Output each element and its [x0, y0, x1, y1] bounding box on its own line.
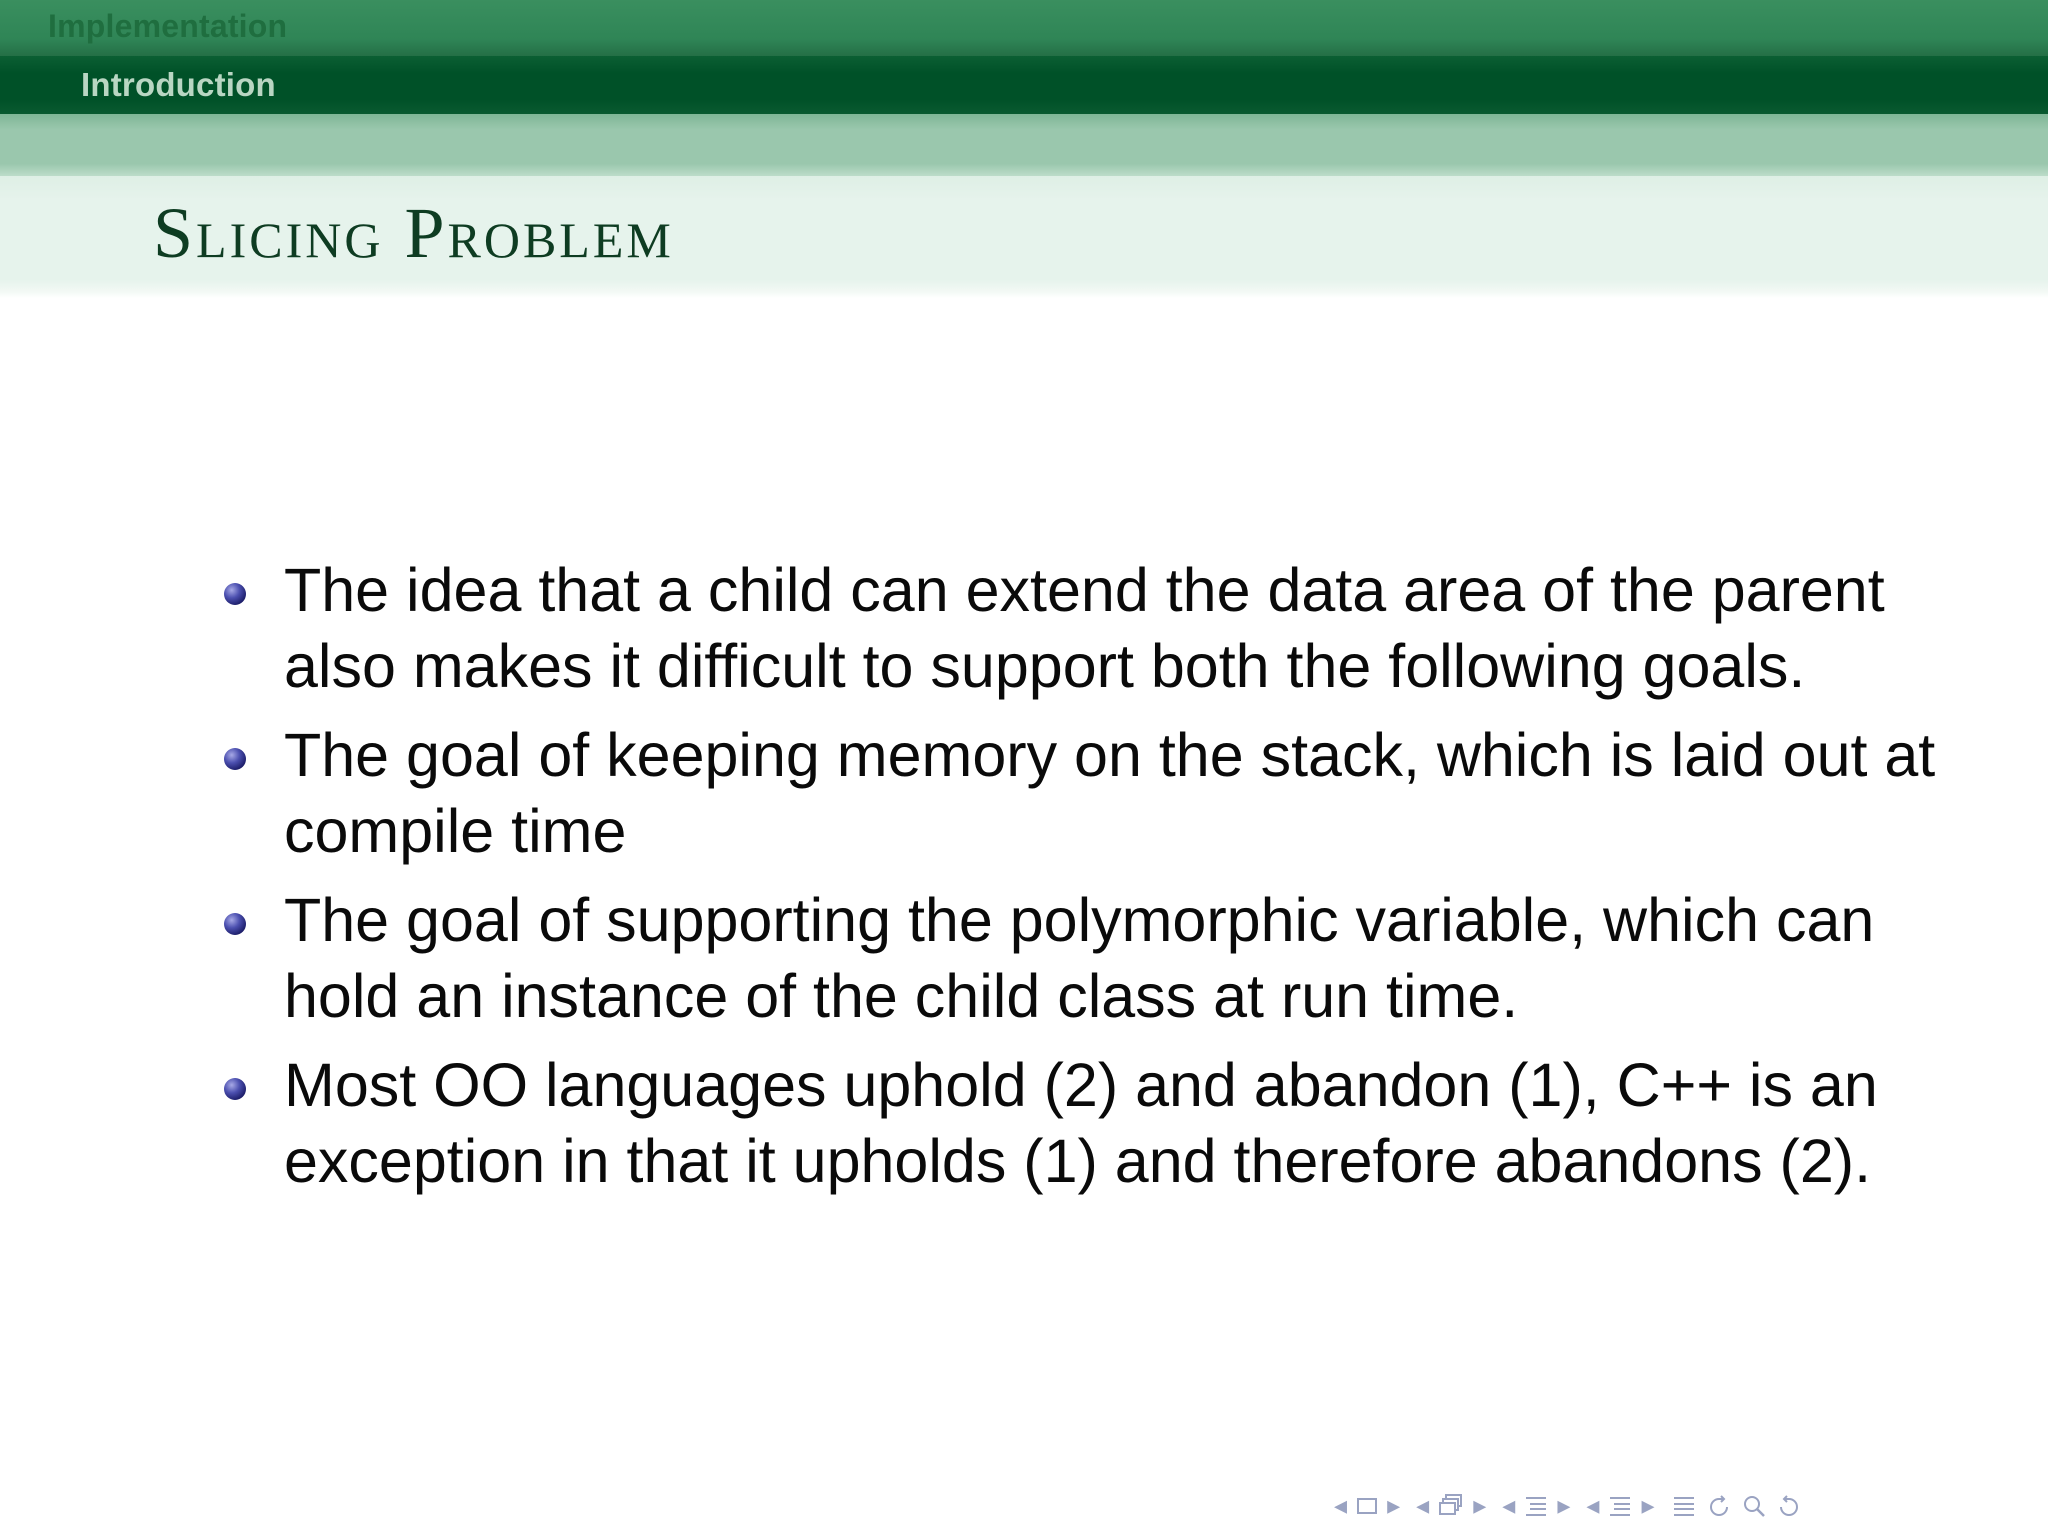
- arrow-left-icon[interactable]: ◂: [1586, 1491, 1600, 1521]
- back-icon[interactable]: [1705, 1493, 1733, 1519]
- section-icon[interactable]: [1607, 1493, 1633, 1519]
- bullet-item: [220, 882, 1980, 1034]
- header-divider-band: [0, 114, 2048, 176]
- bullet-text: The goal of keeping memory on the stack, which is laid out at compile time: [284, 721, 1936, 865]
- bullet-ball-icon: [224, 913, 246, 935]
- arrow-left-icon[interactable]: ◂: [1502, 1491, 1516, 1521]
- bullet-text: The goal of supporting the polymorphic variable, which can hold an instance of the child class at run time.: [284, 886, 1875, 1030]
- bullet-text: Most OO languages uphold (2) and abandon (1), C++ is an exception in that it upholds (1) and therefore abandons (2).: [284, 1051, 1878, 1195]
- arrow-right-icon[interactable]: ▸: [1557, 1491, 1571, 1521]
- arrow-right-icon[interactable]: ▸: [1641, 1491, 1655, 1521]
- bullet-item: [220, 717, 1980, 869]
- nav-group-subsection: [1502, 1491, 1570, 1521]
- section-band: [0, 0, 2048, 56]
- bullet-text: The idea that a child can extend the data area of the parent also makes it difficult to support both the following goals.: [284, 556, 1885, 700]
- search-icon[interactable]: [1741, 1493, 1767, 1519]
- subsection-band: [0, 56, 2048, 114]
- frame-title: Slicing Problem: [153, 193, 674, 273]
- bullet-ball-icon: [224, 748, 246, 770]
- subsection-icon[interactable]: [1523, 1493, 1549, 1519]
- arrow-left-icon[interactable]: ◂: [1416, 1491, 1430, 1521]
- frame-icon[interactable]: [1355, 1494, 1379, 1518]
- bullet-ball-icon: [224, 1078, 246, 1100]
- nav-group-frame: [1416, 1491, 1486, 1521]
- nav-group-section: [1586, 1491, 1654, 1521]
- bullet-ball-icon: [224, 583, 246, 605]
- bullet-item: [220, 552, 1980, 704]
- arrow-left-icon[interactable]: ◂: [1334, 1491, 1348, 1521]
- beamer-navigation-bar: [1334, 1488, 1803, 1524]
- undo-icon[interactable]: [1775, 1493, 1803, 1519]
- nav-subsection-link[interactable]: Introduction: [81, 66, 276, 103]
- arrow-right-icon[interactable]: ▸: [1473, 1491, 1487, 1521]
- nav-group-tools: [1671, 1493, 1803, 1519]
- nav-group-slide: [1334, 1491, 1400, 1521]
- nav-section-link[interactable]: Implementation: [48, 8, 288, 44]
- arrow-right-icon[interactable]: ▸: [1387, 1491, 1401, 1521]
- frame-stack-icon[interactable]: [1437, 1493, 1465, 1519]
- bullet-item: [220, 1047, 1980, 1199]
- align-icon[interactable]: [1671, 1493, 1697, 1519]
- bullet-list: [220, 552, 1980, 1212]
